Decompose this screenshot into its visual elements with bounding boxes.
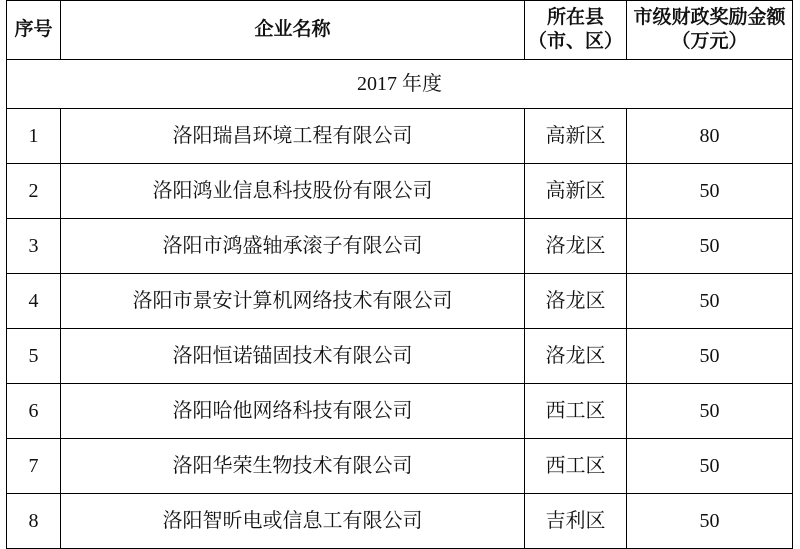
cell-award-amount: 50	[627, 219, 793, 274]
cell-company-name: 洛阳市鸿盛轴承滚子有限公司	[61, 219, 525, 274]
table-row	[7, 384, 793, 439]
year-section-row	[7, 60, 793, 109]
cell-seq: 8	[7, 494, 61, 549]
cell-award-amount: 50	[627, 329, 793, 384]
cell-award-amount: 50	[627, 494, 793, 549]
cell-award-amount: 50	[627, 439, 793, 494]
cell-district: 西工区	[525, 384, 627, 439]
cell-seq: 2	[7, 164, 61, 219]
header-row	[7, 1, 793, 60]
cell-company-name: 洛阳鸿业信息科技股份有限公司	[61, 164, 525, 219]
table-header	[7, 1, 793, 60]
table-row	[7, 164, 793, 219]
cell-district: 洛龙区	[525, 219, 627, 274]
award-table	[6, 0, 793, 549]
cell-district: 高新区	[525, 109, 627, 164]
cell-seq: 7	[7, 439, 61, 494]
year-section-label: 2017 年度	[7, 60, 793, 109]
cell-award-amount: 50	[627, 274, 793, 329]
table-row	[7, 219, 793, 274]
cell-seq: 1	[7, 109, 61, 164]
cell-district: 高新区	[525, 164, 627, 219]
cell-award-amount: 50	[627, 164, 793, 219]
cell-award-amount: 50	[627, 384, 793, 439]
cell-seq: 6	[7, 384, 61, 439]
cell-district: 洛龙区	[525, 329, 627, 384]
table-row	[7, 329, 793, 384]
table-row	[7, 494, 793, 549]
table-row	[7, 439, 793, 494]
cell-district: 西工区	[525, 439, 627, 494]
column-header-company-name: 企业名称	[61, 1, 525, 60]
cell-company-name: 洛阳智昕电或信息工有限公司	[61, 494, 525, 549]
cell-seq: 3	[7, 219, 61, 274]
cell-district: 洛龙区	[525, 274, 627, 329]
table-row	[7, 274, 793, 329]
column-header-seq: 序号	[7, 1, 61, 60]
cell-seq: 4	[7, 274, 61, 329]
cell-company-name: 洛阳哈他网络科技有限公司	[61, 384, 525, 439]
cell-award-amount: 80	[627, 109, 793, 164]
column-header-award-amount: 市级财政奖励金额 （万元）	[627, 1, 793, 60]
table-body	[7, 60, 793, 549]
cell-company-name: 洛阳瑞昌环境工程有限公司	[61, 109, 525, 164]
cell-company-name: 洛阳恒诺锚固技术有限公司	[61, 329, 525, 384]
cell-seq: 5	[7, 329, 61, 384]
cell-district: 吉利区	[525, 494, 627, 549]
column-header-district: 所在县（市、区）	[525, 1, 627, 60]
cell-company-name: 洛阳华荣生物技术有限公司	[61, 439, 525, 494]
cell-company-name: 洛阳市景安计算机网络技术有限公司	[61, 274, 525, 329]
table-row	[7, 109, 793, 164]
